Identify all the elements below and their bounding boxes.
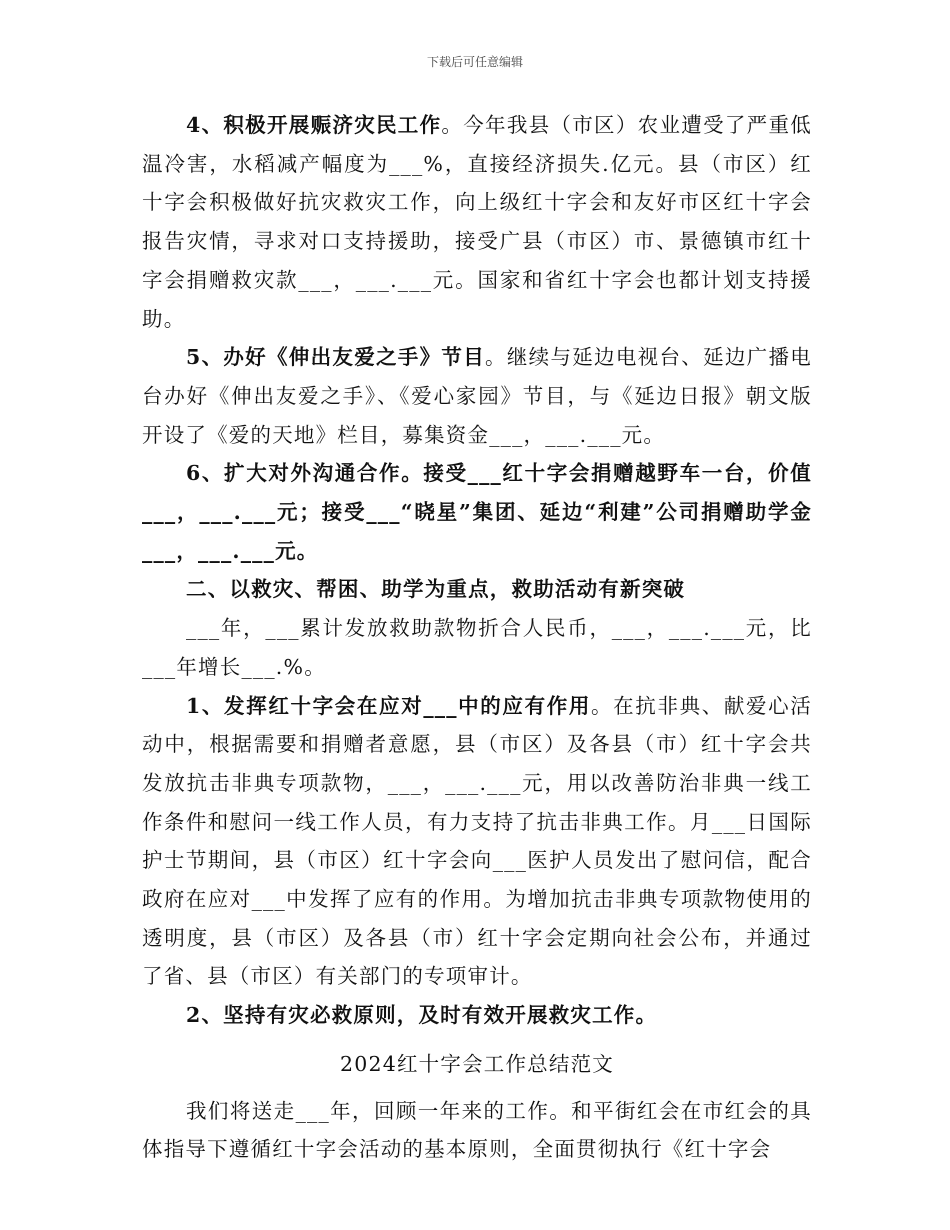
paragraph-item-4 bbox=[142, 106, 812, 338]
section-heading-2 bbox=[142, 570, 812, 609]
paragraph-body: 。今年我县（市区）农业遭受了严重低温冷害，水稻减产幅度为___%，直接经济损失.亿元。县（市区）红十字会积极做好抗灾救灾工作，向上级红十字会和友好市区红十字会报告灾情，寻求对口支持援助，接受广县（市区）市、景德镇市红十字会捐赠救灾款___，___.___元。国家和省红十字会也都计划支持援助。 bbox=[142, 113, 812, 331]
paragraph-closing: 我们将送走___年，回顾一年来的工作。和平街红会在市红会的具体指导下遵循红十字会活动的基本原则，全面贯彻执行《红十字会 bbox=[142, 1098, 812, 1162]
section-heading-text: 二、以救灾、帮困、助学为重点，救助活动有新突破 bbox=[186, 577, 686, 602]
paragraph-lead: 4、积极开展赈济灾民工作 bbox=[186, 113, 442, 137]
page-header: 下载后可任意编辑 bbox=[426, 55, 523, 69]
paragraph-summary bbox=[142, 609, 812, 686]
paragraph-item-2 bbox=[142, 996, 812, 1035]
paragraph-item-5 bbox=[142, 338, 812, 454]
paragraph-lead: 1、发挥红十字会在应对___中的应有作用 bbox=[186, 693, 592, 718]
paragraph-body: 。继续与延边电视台、延边广播电台办好《伸出友爱之手》、《爱心家园》节目，与《延边日报》朝文版开设了《爱的天地》栏目，募集资金___，___.___元。 bbox=[142, 345, 812, 447]
document-body bbox=[142, 106, 812, 1169]
paragraph-lead: 5、办好《伸出友爱之手》节目 bbox=[186, 345, 486, 370]
paragraph-body: 。在抗非典、献爱心活动中，根据需要和捐赠者意愿，县（市区）及各县（市）红十字会共发放抗击非典专项款物，___，___.___元，用以改善防治非典一线工作条件和慰问一线工作人员，有力支持了抗击非典工作。月___日国际护士节期间，县（市区）红十字会向___医护人员发出了慰问信，配合政府在应对___中发挥了应有的作用。为增加抗击非典专项款物使用的透明度，县（市区）及各县（市）红十字会定期向社会公布，并通过了省、县（市区）有关部门的专项审计。 bbox=[142, 693, 813, 989]
paragraph-body: ___年，___累计发放救助款物折合人民币，___，___.___元，比___年增长___.%。 bbox=[142, 616, 812, 679]
document-title: 2024红十字会工作总结范文 bbox=[340, 1051, 614, 1076]
paragraph-lead: 6、扩大对外沟通合作。接受___红十字会捐赠越野车一台，价值___，___.___元；接受___“晓星”集团、延边“利建”公司捐赠助学金___，___.___元。 bbox=[142, 461, 812, 563]
paragraph-item-1 bbox=[142, 687, 812, 997]
paragraph-item-6 bbox=[142, 454, 812, 570]
paragraph-lead: 2、坚持有灾必救原则，及时有效开展救灾工作。 bbox=[186, 1003, 658, 1028]
